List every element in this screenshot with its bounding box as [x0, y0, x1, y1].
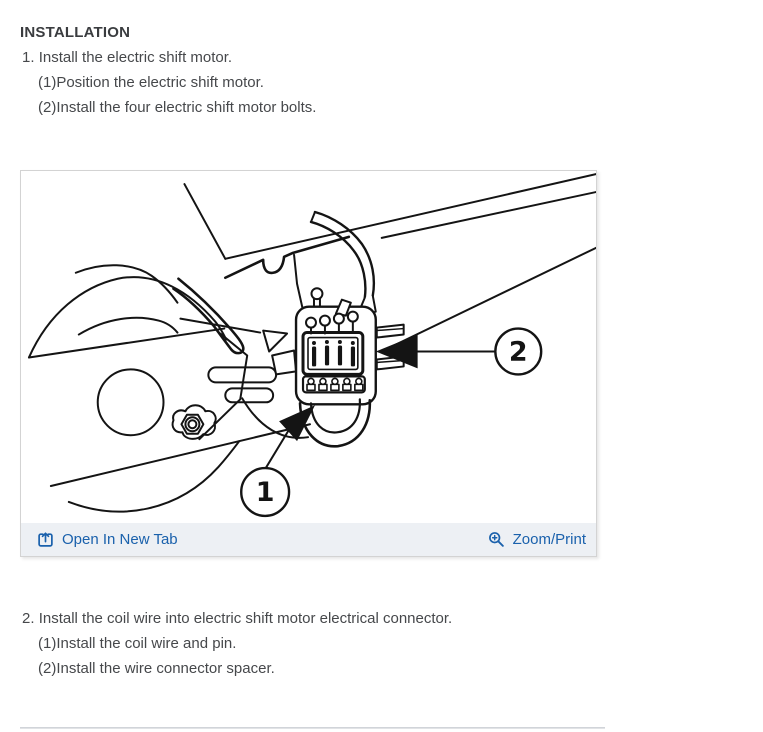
callout-1-label: 1 — [255, 476, 275, 508]
zoom-print-link[interactable] — [488, 531, 586, 548]
step-2-number: 2. — [22, 610, 35, 627]
section-divider — [20, 727, 605, 729]
frame-rails — [184, 174, 596, 347]
line-drawing — [21, 171, 596, 523]
case-opening-circle — [98, 369, 164, 435]
open-in-new-tab-icon — [37, 531, 54, 548]
figure-footer-bar — [21, 523, 596, 556]
page-title: INSTALLATION — [20, 24, 131, 41]
magnifier-plus-icon — [488, 531, 505, 548]
figure-box — [20, 170, 597, 557]
step-2-text: Install the coil wire into electric shift motor electrical connector. — [38, 610, 453, 627]
open-in-new-tab-label: Open In New Tab — [62, 531, 178, 548]
hex-bolt — [173, 405, 216, 439]
zoom-print-label: Zoom/Print — [512, 531, 586, 548]
connector-bottom-pins — [303, 376, 365, 392]
step-1-text: Install the electric shift motor. — [38, 49, 233, 66]
installation-section — [20, 20, 316, 120]
step-2-substep-2: (2)Install the wire connector spacer. — [38, 660, 275, 677]
callout-1 — [241, 405, 315, 516]
open-in-new-tab-link[interactable] — [37, 531, 178, 548]
shift-motor-connector — [296, 288, 404, 446]
step-2-substep-1: (1)Install the coil wire and pin. — [38, 635, 237, 652]
step-1-line — [20, 45, 316, 70]
step-1-substep-2: (2)Install the four electric shift motor bolts. — [38, 99, 317, 116]
step-1-number: 1. — [22, 49, 35, 66]
callout-2-label: 2 — [508, 336, 528, 368]
step-2-line — [20, 606, 452, 631]
step-2-section — [20, 606, 452, 681]
linkage-arm-lower — [225, 388, 273, 402]
step-1-substep-1: (1)Position the electric shift motor. — [38, 74, 264, 91]
linkage-arm-upper — [208, 367, 276, 382]
shift-motor-diagram — [21, 171, 596, 523]
fender-arch — [29, 265, 243, 357]
